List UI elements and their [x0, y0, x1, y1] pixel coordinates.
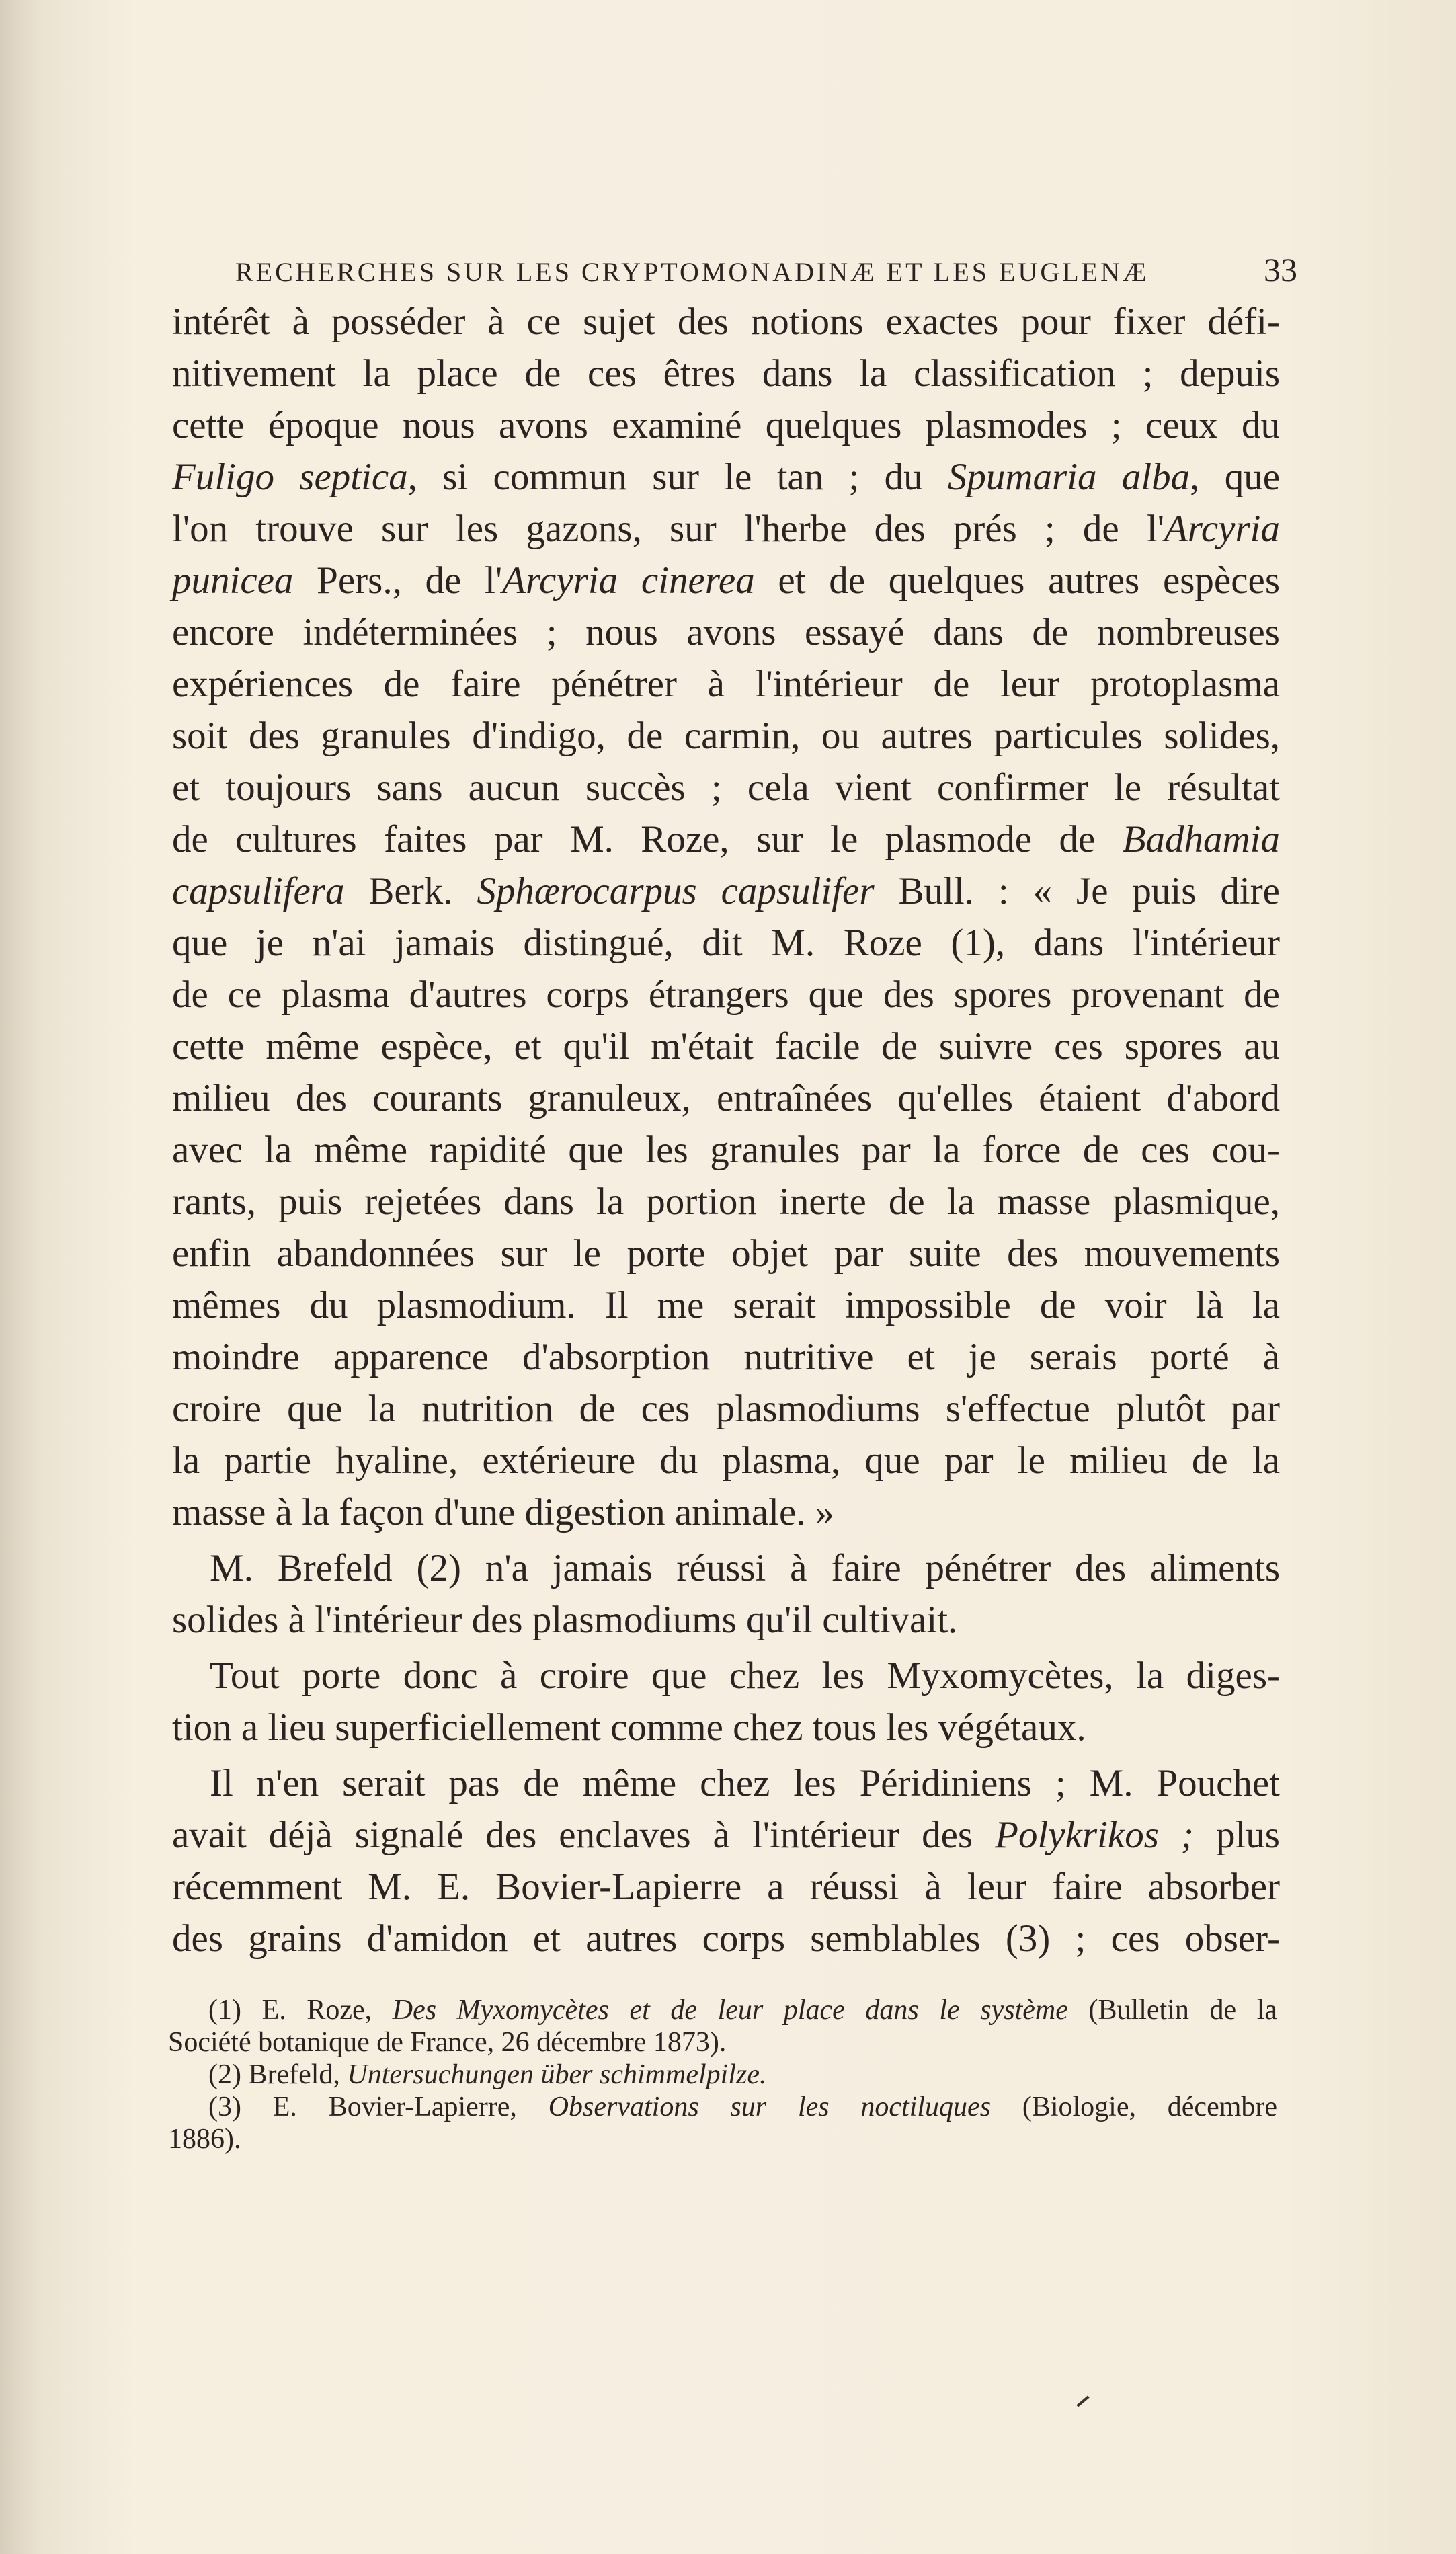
text-line: avait déjà signalé des enclaves à l'intérieur des Polykrikos ; plus: [172, 1814, 1280, 1856]
text-line: punicea Pers., de l'Arcyria cinerea et de quelques autres espèces: [172, 559, 1281, 602]
footnote-3: (3) E. Bovier-Lapierre, Observations sur les noctiluques (Biologie, décembre: [208, 2091, 1278, 2122]
text-line: milieu des courants granuleux, entraînées qu'elles étaient d'abord: [172, 1077, 1280, 1119]
text-line: soit des granules d'indigo, de carmin, ou autres particules solides,: [172, 715, 1280, 757]
running-title: RECHERCHES SUR LES CRYPTOMONADINÆ ET LES EUGLENÆ: [235, 257, 1149, 287]
footnote-1-continued: Société botanique de France, 26 décembre 1873).: [168, 2027, 727, 2058]
text-line: M. Brefeld (2) n'a jamais réussi à faire pénétrer des aliments: [210, 1547, 1280, 1589]
pencil-mark: [1076, 2395, 1089, 2407]
text-line: croire que la nutrition de ces plasmodiums s'effectue plutôt par: [172, 1388, 1280, 1430]
text-line: cette même espèce, et qu'il m'était facile de suivre ces spores au: [172, 1025, 1280, 1068]
text-line: que je n'ai jamais distingué, dit M. Roze (1), dans l'intérieur: [172, 922, 1280, 964]
footnotes: [168, 1994, 1277, 2155]
text-line: récemment M. E. Bovier-Lapierre a réussi à leur faire absorber: [172, 1866, 1280, 1908]
text-line: rants, puis rejetées dans la portion inerte de la masse plasmique,: [172, 1181, 1280, 1223]
running-header: [235, 250, 1297, 289]
text-line: moindre apparence d'absorption nutritive et je serais porté à: [172, 1336, 1280, 1378]
text-line: intérêt à posséder à ce sujet des notions exactes pour fixer défi-: [172, 301, 1280, 343]
body-text: [172, 296, 1280, 1964]
text-line: expériences de faire pénétrer à l'intérieur de leur protoplasma: [172, 663, 1280, 705]
text-line: Fuligo septica, si commun sur le tan ; du Spumaria alba, que: [172, 456, 1280, 498]
text-line: Il n'en serait pas de même chez les Péridiniens ; M. Pouchet: [210, 1762, 1280, 1804]
text-line: encore indéterminées ; nous avons essayé dans de nombreuses: [172, 611, 1280, 653]
text-line: avec la même rapidité que les granules par la force de ces cou-: [172, 1129, 1280, 1171]
footnote-1: (1) E. Roze, Des Myxomycètes et de leur place dans le système (Bulletin de la: [208, 1995, 1278, 2026]
text-line: et toujours sans aucun succès ; cela vient confirmer le résultat: [172, 766, 1280, 809]
text-line: masse à la façon d'une digestion animale. »: [172, 1491, 835, 1533]
text-line: solides à l'intérieur des plasmodiums qu'il cultivait.: [172, 1599, 958, 1641]
page-number: 33: [1264, 251, 1297, 288]
text-line: de cultures faites par M. Roze, sur le plasmode de Badhamia: [172, 818, 1280, 861]
text-line: mêmes du plasmodium. Il me serait impossible de voir là la: [172, 1284, 1280, 1326]
text-line: des grains d'amidon et autres corps semblables (3) ; ces obser-: [172, 1917, 1280, 1960]
footnote-3-continued: 1886).: [168, 2124, 241, 2155]
text-line: la partie hyaline, extérieure du plasma, que par le milieu de la: [172, 1439, 1280, 1482]
text-line: enfin abandonnées sur le porte objet par suite des mouvements: [172, 1232, 1280, 1275]
text-line: capsulifera Berk. Sphærocarpus capsulifer Bull. : « Je puis dire: [172, 870, 1280, 912]
text-line: nitivement la place de ces êtres dans la classification ; depuis: [172, 352, 1280, 395]
text-line: cette époque nous avons examiné quelques plasmodes ; ceux du: [172, 404, 1280, 446]
text-line: tion a lieu superficiellement comme chez tous les végétaux.: [172, 1706, 1086, 1749]
text-line: de ce plasma d'autres corps étrangers que des spores provenant de: [172, 973, 1280, 1016]
text-line: l'on trouve sur les gazons, sur l'herbe des prés ; de l'Arcyria: [172, 508, 1280, 550]
footnote-2: (2) Brefeld, Untersuchungen über schimmelpilze.: [208, 2059, 767, 2090]
text-line: Tout porte donc à croire que chez les Myxomycètes, la diges-: [210, 1654, 1280, 1697]
